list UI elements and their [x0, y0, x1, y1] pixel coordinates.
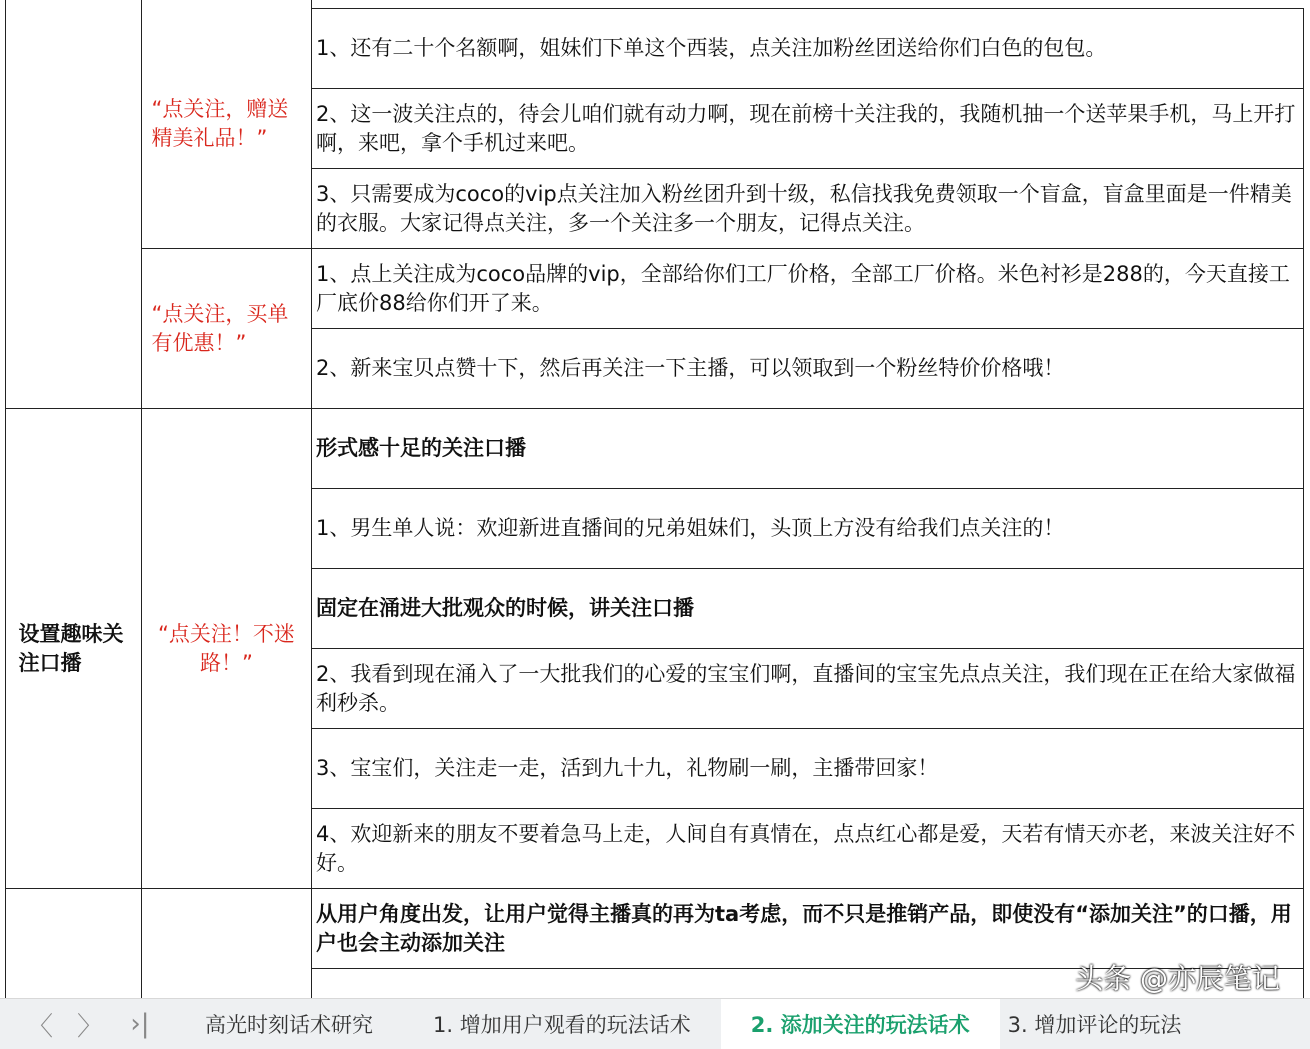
hook-cell[interactable]	[141, 0, 312, 249]
script-text: 2、新来宝贝点赞十下，然后再关注一下主播，可以领取到一个粉丝特价价格哦！	[316, 356, 1065, 380]
prev-sheet-icon[interactable]: 〈	[26, 1011, 53, 1042]
hook-text: “点关注，赠送精美礼品！”	[151, 96, 289, 150]
script-text: 1、男生单人说：欢迎新进直播间的兄弟姐妹们，头顶上方没有给我们点关注的！	[316, 516, 1065, 540]
sheet-tab-bar	[0, 998, 1310, 1049]
script-cell[interactable]	[311, 168, 1304, 249]
script-text: 2、这一波关注点的，待会儿咱们就有动力啊，现在前榜十关注我的，我随机抽一个送苹果手机，马上开打啊，来吧，拿个手机过来吧。	[316, 101, 1296, 155]
hook-text: “点关注，买单有优惠！”	[151, 301, 289, 355]
category-cell[interactable]	[5, 408, 142, 889]
category-text: 设置趣味关注口播	[18, 621, 124, 675]
script-text: 3、宝宝们，关注走一走，活到九十九，礼物刷一刷，主播带回家！	[316, 756, 939, 780]
script-cell[interactable]	[311, 808, 1304, 889]
hook-cell-empty[interactable]	[141, 888, 312, 1008]
category-cell-empty[interactable]	[5, 0, 142, 409]
hook-cell[interactable]	[141, 248, 312, 409]
script-cell[interactable]	[311, 568, 1304, 649]
script-cell[interactable]	[311, 888, 1304, 969]
script-cell[interactable]	[311, 408, 1304, 489]
script-text: 1、点上关注成为coco品牌的vip，全部给你们工厂价格，全部工厂价格。米色衬衫是288的，今天直接工厂底价88给你们开了来。	[316, 261, 1290, 315]
script-text: 2、我看到现在涌入了一大批我们的心爱的宝宝们啊，直播间的宝宝先点点关注，我们现在正在给大家做福利秒杀。	[316, 661, 1296, 715]
script-cell[interactable]	[311, 648, 1304, 729]
watermark: 头条 @亦辰笔记	[1075, 962, 1280, 995]
script-cell[interactable]	[311, 248, 1304, 329]
tab-add-follow[interactable]: 2. 添加关注的玩法话术	[721, 999, 1000, 1049]
tab-increase-viewing[interactable]: 1. 增加用户观看的玩法话术	[433, 1013, 691, 1037]
hook-cell[interactable]	[141, 408, 312, 889]
script-cell[interactable]	[311, 488, 1304, 569]
tab-highlight-moments[interactable]: 高光时刻话术研究	[205, 1013, 373, 1037]
category-cell-empty[interactable]	[5, 888, 142, 1008]
script-text: 1、还有二十个名额啊，姐妹们下单这个西装，点关注加粉丝团送给你们白色的包包。	[316, 36, 1107, 60]
script-cell[interactable]	[311, 328, 1304, 409]
script-text: 3、只需要成为coco的vip点关注加入粉丝团升到十级，私信找我免费领取一个盲盒，盲盒里面是一件精美的衣服。大家记得点关注，多一个关注多一个朋友，记得点关注。	[316, 181, 1292, 235]
hook-text: “点关注！不迷路！”	[158, 621, 295, 675]
script-cell[interactable]	[311, 728, 1304, 809]
next-sheet-icon[interactable]: 〉	[76, 1011, 103, 1042]
tab-increase-comments[interactable]: 3. 增加评论的玩法	[1007, 1013, 1182, 1037]
script-text: 固定在涌进大批观众的时候，讲关注口播	[316, 596, 694, 620]
last-sheet-icon[interactable]: ›|	[130, 1009, 150, 1039]
script-text: 4、欢迎新来的朋友不要着急马上走，人间自有真情在，点点红心都是爱，天若有情天亦老，来波关注好不好。	[316, 821, 1296, 875]
script-cell[interactable]	[311, 8, 1304, 89]
script-text: 从用户角度出发，让用户觉得主播真的再为ta考虑，而不只是推销产品，即使没有“添加关注”的口播，用户也会主动添加关注	[316, 901, 1292, 955]
script-text: 形式感十足的关注口播	[316, 436, 526, 460]
script-cell[interactable]	[311, 88, 1304, 169]
